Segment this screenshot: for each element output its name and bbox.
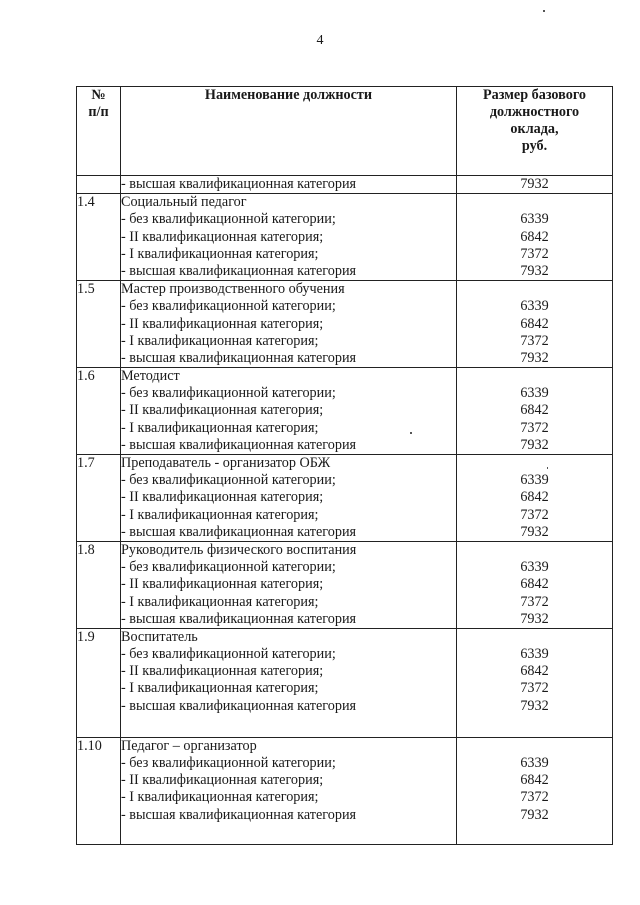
category-label: - без квалификационной категории; <box>121 755 336 771</box>
header-base-salary <box>457 87 613 176</box>
row-salary-cell <box>457 194 613 281</box>
row-number: 1.10 <box>77 737 102 754</box>
table-row <box>77 541 613 628</box>
category-label: - II квалификационная категория; <box>121 576 324 593</box>
scan-speck <box>543 10 545 12</box>
position-title: Методист <box>121 368 180 385</box>
row-salary-cell <box>457 455 613 542</box>
salary-value: 7372 <box>520 680 549 697</box>
salary-value: 7932 <box>520 697 549 714</box>
table-row <box>77 737 613 844</box>
row-number-cell <box>77 194 121 281</box>
position-title: Воспитатель <box>121 628 198 645</box>
row-number-cell <box>77 176 121 194</box>
salary-value: 7932 <box>520 176 549 192</box>
category-label: - I квалификационная категория; <box>121 245 319 262</box>
category-label: - II квалификационная категория; <box>121 402 324 419</box>
header-number-line: № <box>91 87 106 103</box>
category-label: - II квалификационная категория; <box>121 315 324 332</box>
salary-value: 6339 <box>520 559 549 576</box>
row-salary-cell <box>457 176 613 194</box>
category-label: - I квалификационная категория; <box>121 419 319 436</box>
salary-value: 6842 <box>520 663 549 680</box>
category-label: - I квалификационная категория; <box>121 332 319 349</box>
row-salary-cell <box>457 737 613 844</box>
position-title: Руководитель физического воспитания <box>121 541 357 558</box>
salary-value: 7372 <box>520 332 549 349</box>
category-label: - без квалификационной категории; <box>121 298 336 315</box>
row-salary-cell <box>457 541 613 628</box>
row-name-cell <box>121 737 457 844</box>
salary-value: 7932 <box>520 806 549 823</box>
row-number: 1.5 <box>77 281 95 298</box>
category-label: - высшая квалификационная категория <box>121 349 357 366</box>
table-row <box>77 628 613 737</box>
category-label: - без квалификационной категории; <box>121 646 336 663</box>
header-salary-line: должностного <box>489 104 580 120</box>
page-number: 4 <box>316 33 324 48</box>
row-name-cell <box>121 368 457 455</box>
salary-value: 7372 <box>520 593 549 610</box>
row-number: 1.8 <box>77 541 95 558</box>
scan-speck <box>547 467 548 469</box>
table-row <box>77 368 613 455</box>
salary-value: 6339 <box>520 211 549 228</box>
category-label: - высшая квалификационная категория <box>121 176 357 192</box>
category-label: - без квалификационной категории; <box>121 472 336 489</box>
row-name-cell <box>121 194 457 281</box>
salary-value: 7932 <box>520 262 549 279</box>
category-label: - II квалификационная категория; <box>121 228 324 245</box>
category-label: - без квалификационной категории; <box>121 385 336 402</box>
row-name-cell <box>121 541 457 628</box>
salary-value: 6842 <box>520 315 549 332</box>
table-row <box>77 455 613 542</box>
table-header-row <box>77 87 613 176</box>
row-number-cell <box>77 281 121 368</box>
salary-value: 7372 <box>520 419 549 436</box>
category-label: - высшая квалификационная категория <box>121 697 357 714</box>
salary-value: 6842 <box>520 489 549 506</box>
salary-value: 6339 <box>520 646 549 663</box>
salary-value: 7932 <box>520 610 549 627</box>
category-label: - II квалификационная категория; <box>121 489 324 506</box>
category-label: - высшая квалификационная категория <box>121 436 357 453</box>
salary-value: 7932 <box>520 523 549 540</box>
salary-value: 6339 <box>520 755 549 771</box>
row-number-cell <box>77 737 121 844</box>
salary-value: 7372 <box>520 245 549 262</box>
position-title: Педагог – организатор <box>121 737 257 754</box>
table-row <box>77 194 613 281</box>
row-number: 1.4 <box>77 194 95 211</box>
header-salary-line: Размер базового <box>482 87 587 103</box>
row-salary-cell <box>457 628 613 737</box>
position-title: Социальный педагог <box>121 194 247 211</box>
category-label: - I квалификационная категория; <box>121 680 319 697</box>
position-title: Мастер производственного обучения <box>121 281 345 298</box>
category-label: - высшая квалификационная категория <box>121 262 357 279</box>
row-number: 1.9 <box>77 628 95 645</box>
row-number: 1.7 <box>77 455 95 471</box>
header-position-name: Наименование должности <box>121 87 457 176</box>
salary-value: 6339 <box>520 472 549 489</box>
category-label: - II квалификационная категория; <box>121 663 324 680</box>
row-name-cell <box>121 281 457 368</box>
salary-value: 7932 <box>520 349 549 366</box>
row-salary-cell <box>457 368 613 455</box>
salary-value: 6842 <box>520 402 549 419</box>
category-label: - высшая квалификационная категория <box>121 610 357 627</box>
scan-speck <box>410 432 412 434</box>
category-label: - I квалификационная категория; <box>121 593 319 610</box>
category-label: - I квалификационная категория; <box>121 789 319 806</box>
salary-table <box>76 86 613 845</box>
salary-value: 7932 <box>520 436 549 453</box>
category-label: - высшая квалификационная категория <box>121 523 357 540</box>
category-label: - II квалификационная категория; <box>121 772 324 789</box>
header-salary-line: руб. <box>521 138 548 154</box>
salary-value: 7372 <box>520 789 549 806</box>
continuation-row <box>77 176 613 194</box>
position-title: Преподаватель - организатор ОБЖ <box>121 455 331 471</box>
row-number-cell <box>77 628 121 737</box>
header-salary-line: оклада, <box>510 121 559 137</box>
category-label: - высшая квалификационная категория <box>121 806 357 823</box>
header-number <box>77 87 121 176</box>
row-name-cell <box>121 628 457 737</box>
category-label: - без квалификационной категории; <box>121 559 336 576</box>
header-number-line: п/п <box>88 104 109 120</box>
salary-value: 6339 <box>520 298 549 315</box>
row-number-cell <box>77 368 121 455</box>
row-number-cell <box>77 541 121 628</box>
row-number-cell <box>77 455 121 542</box>
salary-value: 6842 <box>520 228 549 245</box>
salary-value: 7372 <box>520 506 549 523</box>
category-label: - без квалификационной категории; <box>121 211 336 228</box>
category-label: - I квалификационная категория; <box>121 506 319 523</box>
row-name-cell <box>121 455 457 542</box>
row-salary-cell <box>457 281 613 368</box>
salary-value: 6842 <box>520 772 549 789</box>
row-number: 1.6 <box>77 368 95 385</box>
table-row <box>77 281 613 368</box>
row-name-cell <box>121 176 457 194</box>
salary-value: 6339 <box>520 385 549 402</box>
salary-value: 6842 <box>520 576 549 593</box>
